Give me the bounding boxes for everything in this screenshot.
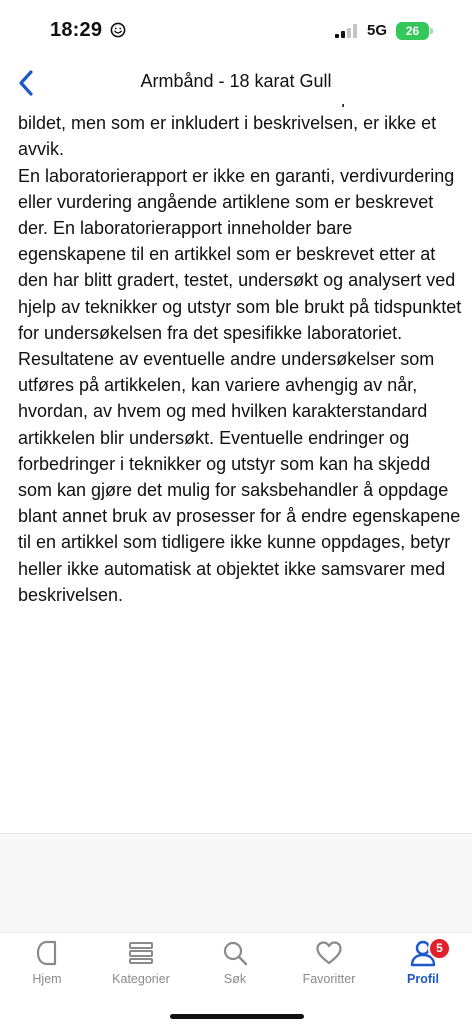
network-label: 5G <box>367 22 388 39</box>
home-icon <box>35 940 59 966</box>
tab-categories-label: Kategorier <box>112 972 170 986</box>
tab-home[interactable] <box>0 933 94 1003</box>
article-paragraph-2: En laboratorierapport er ikke en garanti, verdivurdering eller vurdering angående artiklene som er beskrevet der. En laboratorierapport inneholder bare egenskapene til en artikkel som er beskrevet etter at den har blitt gradert, testet, undersøkt og analysert ved hjelp av teknikker og utstyr som ble brukt på tidspunktet for undersøkelsen fra det spesifikke laboratoriet. Resultatene av eventuelle andre undersøkelser som utføres på artikkelen, kan variere avhengig av når, hvordan, av hvem og med hvilken karakterstandard artikkelen blir undersøkt. Eventuelle endringer og forbedringer i teknikker og utstyr som kan ha skjedd som kan gjøre det mulig for saksbehandler å oppdage blant annet bruk av prosesser for å endre egenskapene til en artikkel som tidligere ikke kunne oppdages, betyr heller ikke automatisk at objektet ikke samsvarer med beskrivelsen. <box>18 165 462 605</box>
categories-icon <box>128 941 154 965</box>
tab-home-label: Hjem <box>32 972 62 986</box>
status-time: 18:29 <box>50 19 103 41</box>
battery-tip <box>430 28 433 34</box>
article-paragraph-1: bildet, men som er inkludert i beskrivelsen, er ikke et avvik. <box>18 113 437 160</box>
tab-search[interactable] <box>188 933 282 1003</box>
tab-profile[interactable] <box>376 933 470 1003</box>
home-indicator <box>170 1014 304 1019</box>
page-title: Armbånd - 18 karat Gull <box>140 71 332 91</box>
tab-bar <box>0 932 472 1025</box>
smiley-icon <box>110 22 126 38</box>
notification-badge: 5 <box>428 937 451 960</box>
article-text <box>18 96 464 608</box>
content-scroll-area[interactable] <box>0 96 472 832</box>
back-button[interactable] <box>10 66 42 100</box>
tab-favorites[interactable] <box>282 933 376 1003</box>
heart-icon <box>315 940 343 966</box>
footer-spacer <box>0 833 472 933</box>
nav-bar <box>0 64 472 104</box>
search-icon <box>222 940 248 966</box>
tab-profile-label: Profil <box>407 972 439 986</box>
signal-icon <box>335 24 359 38</box>
tab-favorites-label: Favoritter <box>302 972 356 986</box>
battery-icon <box>396 22 429 40</box>
chevron-left-icon <box>18 70 34 96</box>
tab-categories[interactable] <box>94 933 188 1003</box>
status-bar <box>0 0 472 64</box>
tab-search-label: Søk <box>223 972 247 986</box>
battery-level: 26 <box>405 24 420 38</box>
